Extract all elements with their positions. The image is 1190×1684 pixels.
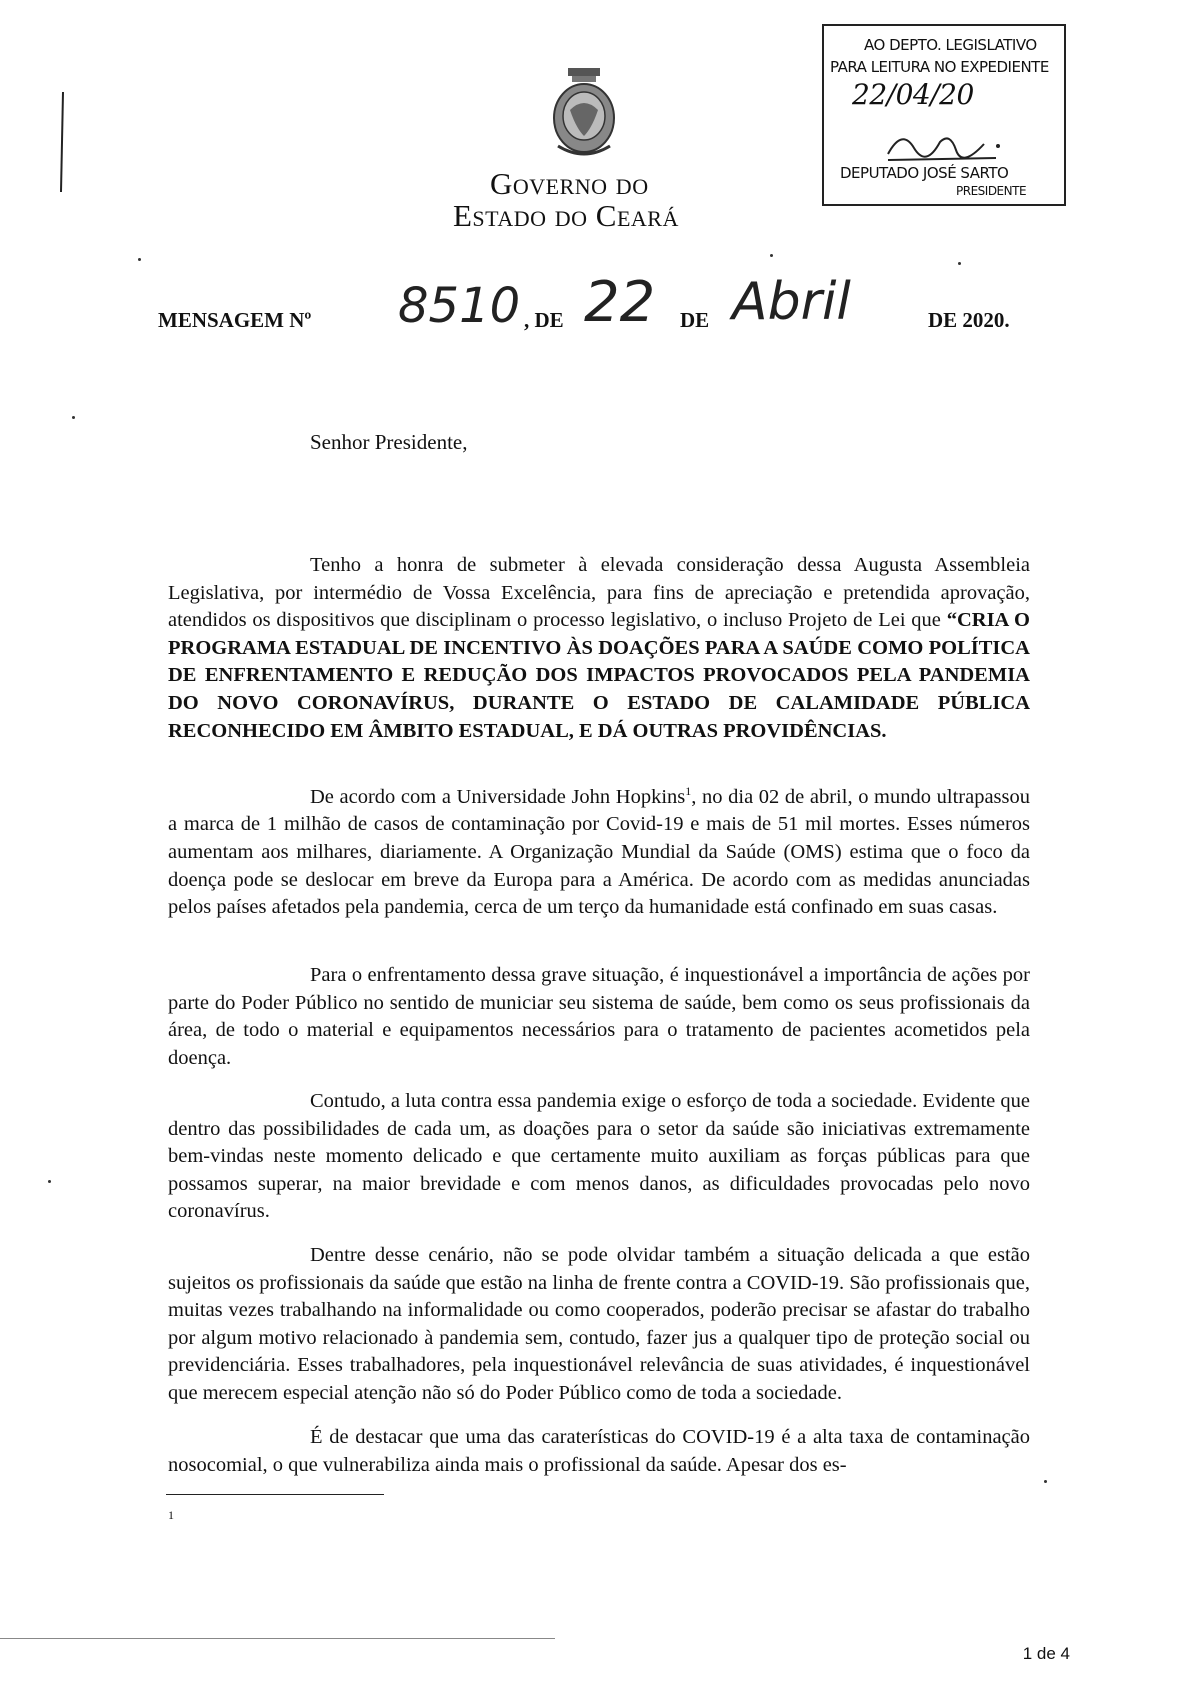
salutation: Senhor Presidente,	[310, 430, 468, 454]
paragraph-1-intro: Tenho a honra de submeter à elevada consideração dessa Augusta Assembleia Legislativa, por intermédio de Vossa Excelência, para fins de apreciação e pretendida aprovação, atendidos os dispositivos que disciplinam o processo legislativo, o incluso Projeto de Lei que	[168, 554, 1030, 632]
message-number: 8510	[398, 278, 521, 334]
stamp-line2: PARA LEITURA NO EXPEDIENTE	[830, 58, 1049, 76]
paragraph-3: Para o enfrentamento dessa grave situação, é inquestionável a importância de ações por parte do Poder Público no sentido de municiar seu sistema de saúde, bem como os seus profissionais da área, de todo o material e equipamentos necessários para o tratamento de pacientes acometidos pela doença.	[168, 964, 1030, 1069]
paragraph-5: Dentre desse cenário, não se pode olvidar também a situação delicada a que estão sujeitos os profissionais da saúde que estão na linha de frente contra a COVID-19. São profissionais que, muitas vezes trabalhando na informalidade ou como cooperados, poderão precisar se afastar do trabalho por algum motivo relacionado à pandemia sem, contudo, fazer jus a qualquer tipo de proteção social ou previdenciária. Esses trabalhadores, pela inquestionável relevância de suas atividades, é inquestionável que merecem especial atenção não só do Poder Público como de toda a sociedade.	[168, 1244, 1030, 1404]
bill-title: “CRIA O PROGRAMA ESTADUAL DE INCENTIVO ÀS DOAÇÕES PARA A SAÚDE COMO POLÍTICA DE ENFRENTAMENTO E REDUÇÃO DOS IMPACTOS PROVOCADOS PELA PANDEMIA DO NOVO CORONAVÍRUS, DURANTE O ESTADO DE CALAMIDADE PÚBLICA RECONHECIDO EM ÂMBITO ESTADUAL, E DÁ OUTRAS PROVIDÊNCIAS.	[168, 609, 1030, 742]
footer-divider	[0, 1638, 555, 1639]
footnote-number: 1	[168, 1508, 174, 1522]
stamp-line4: DEPUTADO JOSÉ SARTO	[840, 164, 1009, 182]
paragraph-2-rest: , no dia 02 de abril, o mundo ultrapassou a marca de 1 milhão de casos de contaminação por Covid-19 e mais de 51 mil mortes. Esses números aumentam aos milhares, diariamente. A Organização Mundial da Saúde (OMS) estima que o foco da doença pode se deslocar em breve da Europa para a América. De acordo com as medidas anunciadas pelos países afetados pela pandemia, cerca de um terço da humanidade está confinado em suas casas.	[168, 785, 1030, 919]
paragraph-6: É de destacar que uma das caraterísticas do COVID-19 é a alta taxa de contaminação nosocomial, o que vulnerabiliza ainda mais o profissional da saúde. Apesar dos es-	[168, 1426, 1030, 1476]
coat-of-arms-icon	[548, 66, 620, 162]
paragraph-2	[168, 778, 1030, 922]
signature-icon	[884, 124, 1004, 164]
stamp-line5: PRESIDENTE	[956, 184, 1027, 198]
message-label: MENSAGEM Nº	[158, 308, 312, 332]
header-line1: Governo do	[490, 166, 649, 201]
message-day: 22	[584, 270, 656, 335]
page-number: 1 de 4	[1022, 1644, 1070, 1663]
footnote-divider	[166, 1494, 384, 1495]
margin-pen-mark	[60, 92, 64, 192]
protocol-stamp	[822, 24, 1066, 206]
message-de1: , DE	[524, 308, 564, 332]
paragraph-2-start: De acordo com a Universidade John Hopkins	[310, 785, 686, 808]
scan-speck	[958, 262, 961, 265]
header-line2: Estado do Ceará	[453, 198, 679, 233]
scan-speck	[48, 1180, 51, 1183]
scan-speck	[770, 254, 773, 257]
scan-speck	[72, 416, 75, 419]
message-de2: DE	[680, 308, 710, 332]
footnote-ref: 1	[685, 784, 692, 798]
message-year: DE 2020.	[928, 308, 1010, 332]
stamp-line1: AO DEPTO. LEGISLATIVO	[864, 36, 1037, 54]
stamp-date: 22/04/20	[852, 78, 974, 111]
paragraph-1	[168, 552, 1030, 745]
message-month: Abril	[732, 272, 851, 332]
paragraph-4: Contudo, a luta contra essa pandemia exige o esforço de toda a sociedade. Evidente que dentro das possibilidades de cada um, as doações para o setor da saúde são iniciativas extremamente bem-vindas neste momento delicado e que certamente muito auxiliam as forças públicas para que possamos superar, na maior brevidade e com menos danos, as dificuldades provocadas pelo novo coronavírus.	[168, 1090, 1030, 1223]
scan-speck	[1044, 1480, 1047, 1483]
scan-speck	[138, 258, 141, 261]
